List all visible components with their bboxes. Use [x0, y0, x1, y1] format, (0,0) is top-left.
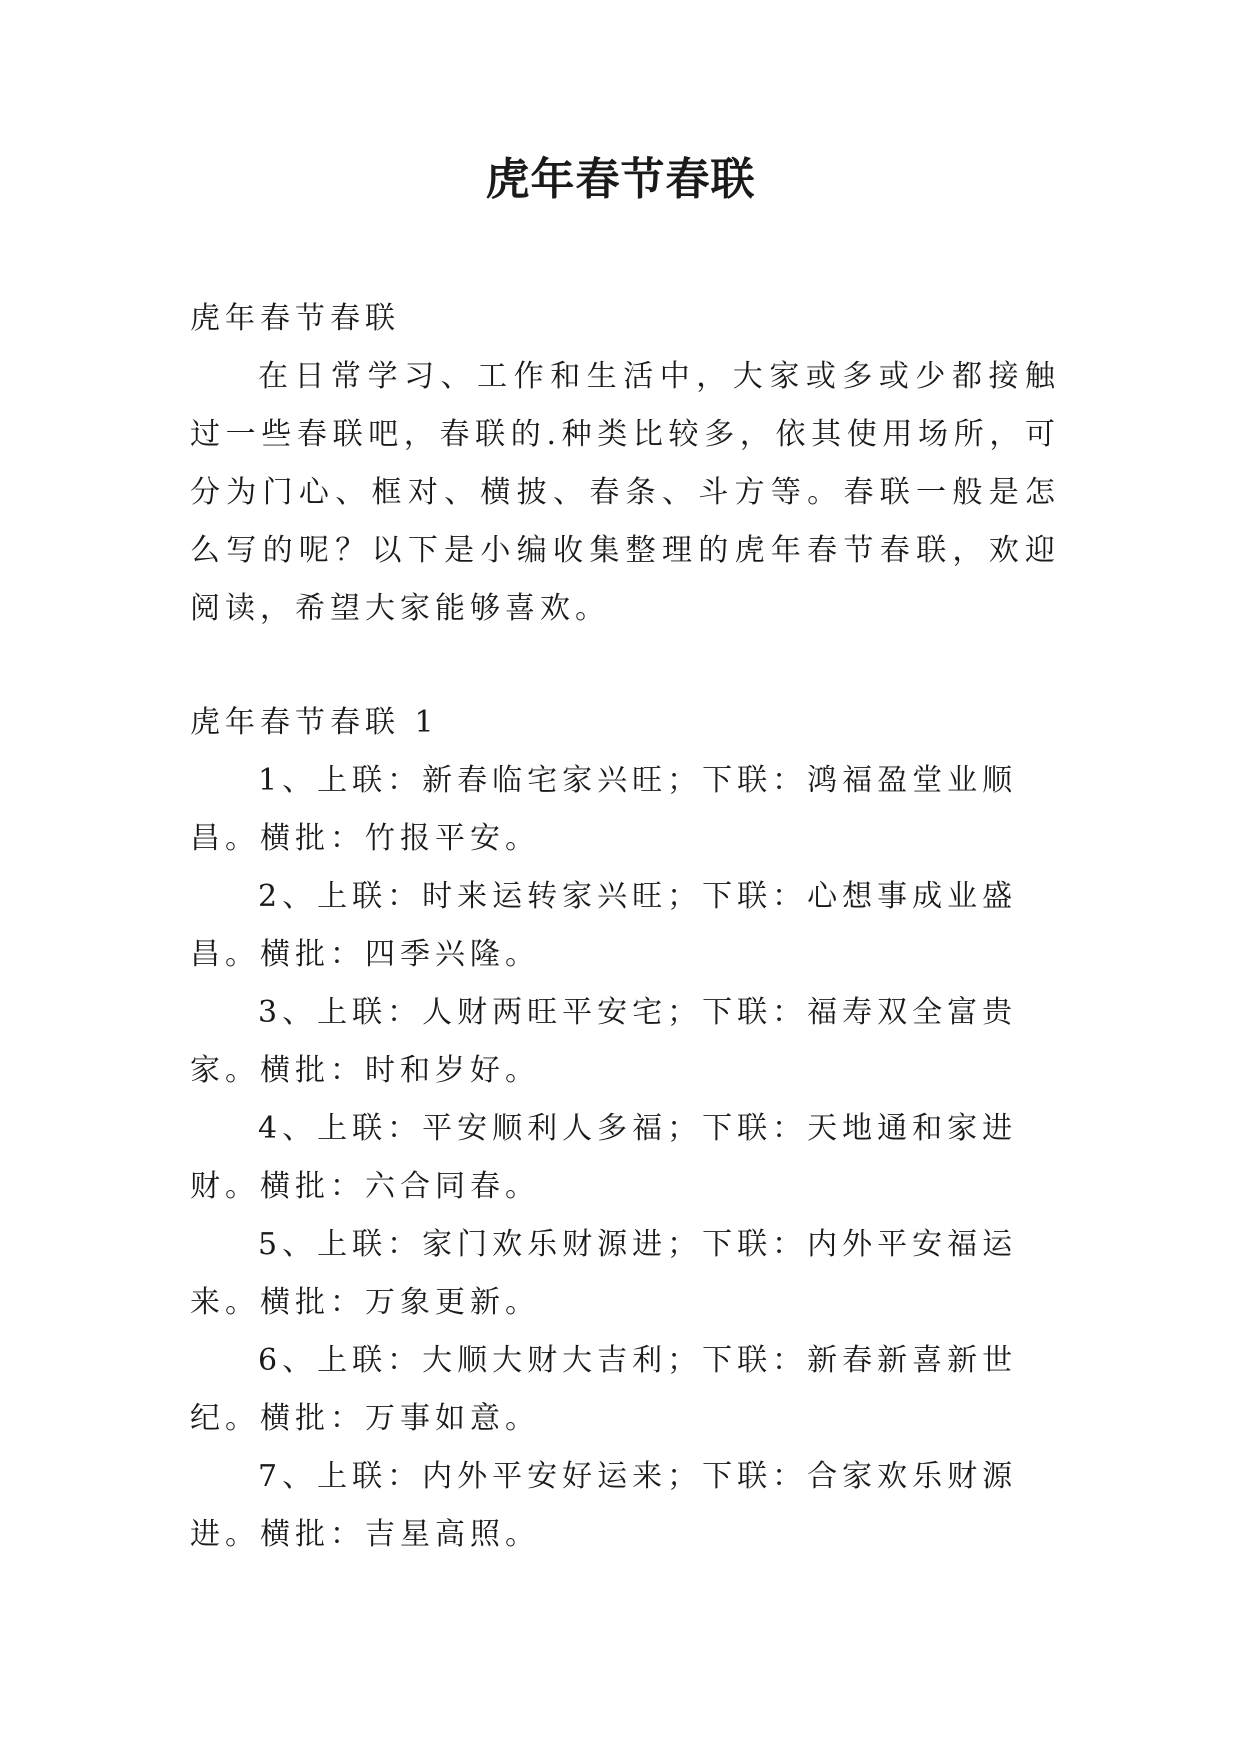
document-body	[190, 290, 1060, 1564]
paragraph-spacer	[190, 638, 1060, 694]
couplet-item: 1、上联：新春临宅家兴旺；下联：鸿福盈堂业顺昌。横批：竹报平安。	[190, 763, 1018, 856]
section-heading: 虎年春节春联	[190, 301, 400, 336]
document-title: 虎年春节春联	[485, 154, 756, 205]
couplet-item: 3、上联：人财两旺平安宅；下联：福寿双全富贵家。横批：时和岁好。	[190, 995, 1018, 1088]
part-heading: 虎年春节春联 1	[190, 705, 439, 740]
couplet-item: 2、上联：时来运转家兴旺；下联：心想事成业盛昌。横批：四季兴隆。	[190, 879, 1018, 972]
couplet-item: 6、上联：大顺大财大吉利；下联：新春新喜新世纪。横批：万事如意。	[190, 1343, 1018, 1436]
couplet-item: 5、上联：家门欢乐财源进；下联：内外平安福运来。横批：万象更新。	[190, 1227, 1018, 1320]
couplet-item: 4、上联：平安顺利人多福；下联：天地通和家进财。横批：六合同春。	[190, 1111, 1018, 1204]
couplet-item: 7、上联：内外平安好运来；下联：合家欢乐财源进。横批：吉星高照。	[190, 1459, 1018, 1552]
intro-paragraph: 在日常学习、工作和生活中，大家或多或少都接触过一些春联吧，春联的.种类比较多，依其使用场所，可分为门心、框对、横披、春条、斗方等。春联一般是怎么写的呢？以下是小编收集整理的虎年春节春联，欢迎阅读，希望大家能够喜欢。	[190, 359, 1060, 626]
